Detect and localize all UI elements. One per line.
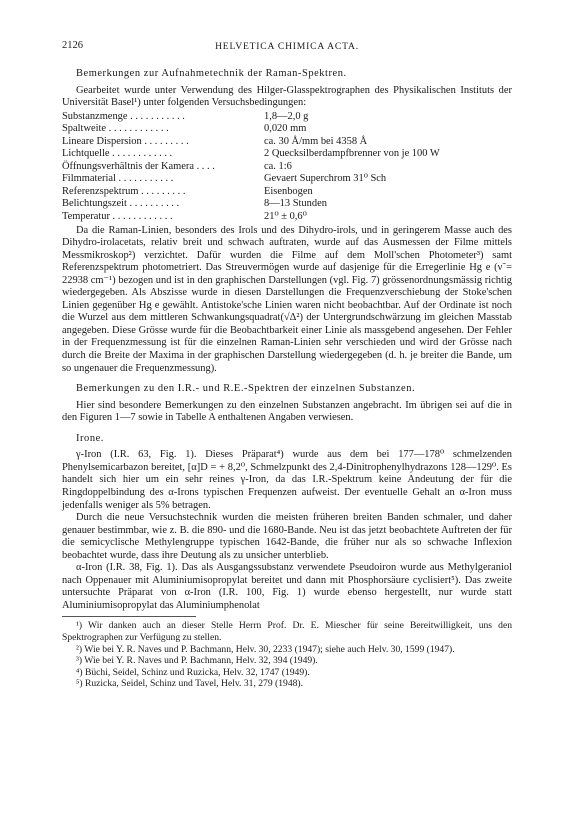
condition-value: ca. 1:6 bbox=[264, 160, 292, 172]
condition-label: Lichtquelle . . . . . . . . . . . . bbox=[62, 148, 173, 160]
condition-row bbox=[62, 173, 440, 186]
paragraph-intro-substances: Hier sind besondere Bemerkungen zu den einzelnen Substanzen angebracht. Im übrigen sei auf die in den Figuren 1—7 sowie in Tabelle A enthaltenen Angaben verwiesen. bbox=[62, 399, 512, 424]
condition-value: 2 Quecksilberdampfbrenner von je 100 W bbox=[264, 148, 440, 160]
footnotes bbox=[62, 620, 512, 690]
article-body bbox=[62, 68, 512, 690]
condition-label: Referenzspektrum . . . . . . . . . bbox=[62, 185, 186, 197]
condition-row bbox=[62, 111, 440, 124]
condition-label: Belichtungszeit . . . . . . . . . . bbox=[62, 198, 180, 210]
condition-row bbox=[62, 186, 440, 199]
paragraph-intro-raman: Gearbeitet wurde unter Verwendung des Hilger-Glasspektrographen des Physikalischen Instituts der Universität Basel¹) unter folgenden Versuchsbedingungen: bbox=[62, 84, 512, 109]
condition-label: Filmmaterial . . . . . . . . . . . bbox=[62, 173, 174, 185]
journal-title: HELVETICA CHIMICA ACTA. bbox=[215, 41, 359, 52]
condition-value: Gevaert Superchrom 31⁰ Sch bbox=[264, 173, 387, 185]
condition-label: Substanzmenge . . . . . . . . . . . bbox=[62, 110, 185, 122]
page-header bbox=[62, 40, 512, 54]
condition-row bbox=[62, 198, 440, 211]
paragraph-raman-method: Da die Raman-Linien, besonders des Irols und des Dihydro-irols, und in geringerem Masse auch des Dihydro-irolacetats, relativ breit und schwach auftraten, wurde auf das Ausmessen der Filme mittels Messmikroskop²) verzichtet. Dafür wurden die Filme auf dem Moll'schen Photometer³) samt Referenzspektrum photometriert. Das Streuvermögen wurde auf dasjenige für die Erregerlinie Hg e (ν̃ = 22938 cm⁻¹) bezogen und ist in den graphischen Darstellungen (vgl. Fig. 7) grössenordnungsmässig richtig wiedergegeben. Als Abszisse wurde in diesen Darstellungen die Frequenzverschiebung der Stoke'schen Linien gegenüber Hg e gewählt. Antistoke'sche Linien waren nicht beobachtbar. Auf der Ordinate ist noch die Wurzel aus dem mittleren Schwankungsquadrat(√Δ²) der Untergrundschwärzung im gleichen Masstab angegeben. Diese Grösse wurde für die Beobachtbarkeit einer Linie als massgebend angesehen. Der Fehler in der Frequenzmessung ist für die einzelnen Raman-Linien sehr verschieden und wird der Grösse nach durch die Breite der Maxima in der graphischen Darstellung wiedergegeben (d. h. je breiter die Bande, um so ungenauer die Frequenzmessung). bbox=[62, 224, 512, 374]
section-heading-irone: Irone. bbox=[76, 432, 104, 444]
condition-label: Spaltweite . . . . . . . . . . . . bbox=[62, 123, 169, 135]
paragraph-new-technique: Durch die neue Versuchstechnik wurden die meisten früheren breiten Banden schmaler, und daher genauer bestimmbar, wie z. B. die 890- und die 1680-Bande. Neu ist das jetzt beobachtete Auftreten der für die semicyclische Methylengruppe typischen 1642-Bande, die früher nur als so schwache Inflexion beobachtet wurde, dass ihre Deutung als zu unsicher unterblieb. bbox=[62, 512, 512, 561]
footnote: ⁴) Büchi, Seidel, Schinz und Ruzicka, Helv. 32, 1747 (1949). bbox=[76, 666, 310, 678]
condition-row bbox=[62, 161, 440, 174]
paragraph-alpha-iron: α-Iron (I.R. 38, Fig. 1). Das als Ausgangssubstanz verwendete Pseudoiron wurde aus Methylgeraniol nach Oppenauer mit Aluminiumisopropylat bereitet und dann mit Phosphorsäure cyclisiert⁵). Das zweite untersuchte Präparat von α-Iron (I.R. 100, Fig. 1) wurde ebenso hergestellt, nur wurde statt Aluminiumisopropylat das Aluminiumphenolat bbox=[62, 562, 512, 611]
footnote-divider bbox=[62, 616, 196, 617]
condition-value: Eisenbogen bbox=[264, 185, 313, 197]
footnote: ²) Wie bei Y. R. Naves und P. Bachmann, Helv. 30, 2233 (1947); siehe auch Helv. 30, 1599 (1947). bbox=[76, 643, 455, 655]
condition-value: 8—13 Stunden bbox=[264, 198, 327, 210]
condition-value: ca. 30 Å/mm bei 4358 Å bbox=[264, 135, 368, 147]
condition-row bbox=[62, 136, 440, 149]
page-number: 2126 bbox=[62, 40, 83, 51]
condition-row bbox=[62, 211, 440, 224]
paragraph-gamma-iron: γ-Iron (I.R. 63, Fig. 1). Dieses Präparat⁴) wurde aus dem bei 177—178⁰ schmelzenden Phenylsemicarbazon bereitet, [α]D = + 8,2⁰, Schmelzpunkt des 2,4-Dinitrophenylhydrazons 128—129⁰. Es handelt sich hier um ein sehr reines γ-Iron, da das I.R.-Spektrum keine Andeutung der für die Ringdoppelbindung des α-Irons typischen Frequenzen aufweist. Der eventuelle Gehalt an α-Iron muss jedenfalls weniger als 5% betragen. bbox=[62, 449, 512, 511]
section-heading-ir-re: Bemerkungen zu den I.R.- und R.E.-Spektren der einzelnen Substanzen. bbox=[76, 383, 416, 395]
footnote: ¹) Wir danken auch an dieser Stelle Herrn Prof. Dr. E. Miescher für seine Bereitwilligkeit, uns den Spektrographen zur Verfügung zu stellen. bbox=[62, 620, 512, 644]
condition-value: 1,8—2,0 g bbox=[264, 110, 309, 122]
condition-row bbox=[62, 148, 440, 161]
condition-label: Temperatur . . . . . . . . . . . . bbox=[62, 211, 173, 223]
condition-label: Lineare Dispersion . . . . . . . . . bbox=[62, 135, 189, 147]
condition-value: 21⁰ ± 0,6⁰ bbox=[264, 211, 307, 223]
section-heading-raman: Bemerkungen zur Aufnahmetechnik der Raman-Spektren. bbox=[76, 68, 347, 79]
condition-value: 0,020 mm bbox=[264, 123, 307, 135]
conditions-table bbox=[62, 111, 440, 224]
condition-label: Öffnungsverhältnis der Kamera . . . . bbox=[62, 160, 215, 172]
footnote: ³) Wie bei Y. R. Naves und P. Bachmann, Helv. 32, 394 (1949). bbox=[76, 655, 318, 667]
condition-row bbox=[62, 123, 440, 136]
footnote: ⁵) Ruzicka, Seidel, Schinz und Tavel, Helv. 31, 279 (1948). bbox=[76, 678, 304, 690]
